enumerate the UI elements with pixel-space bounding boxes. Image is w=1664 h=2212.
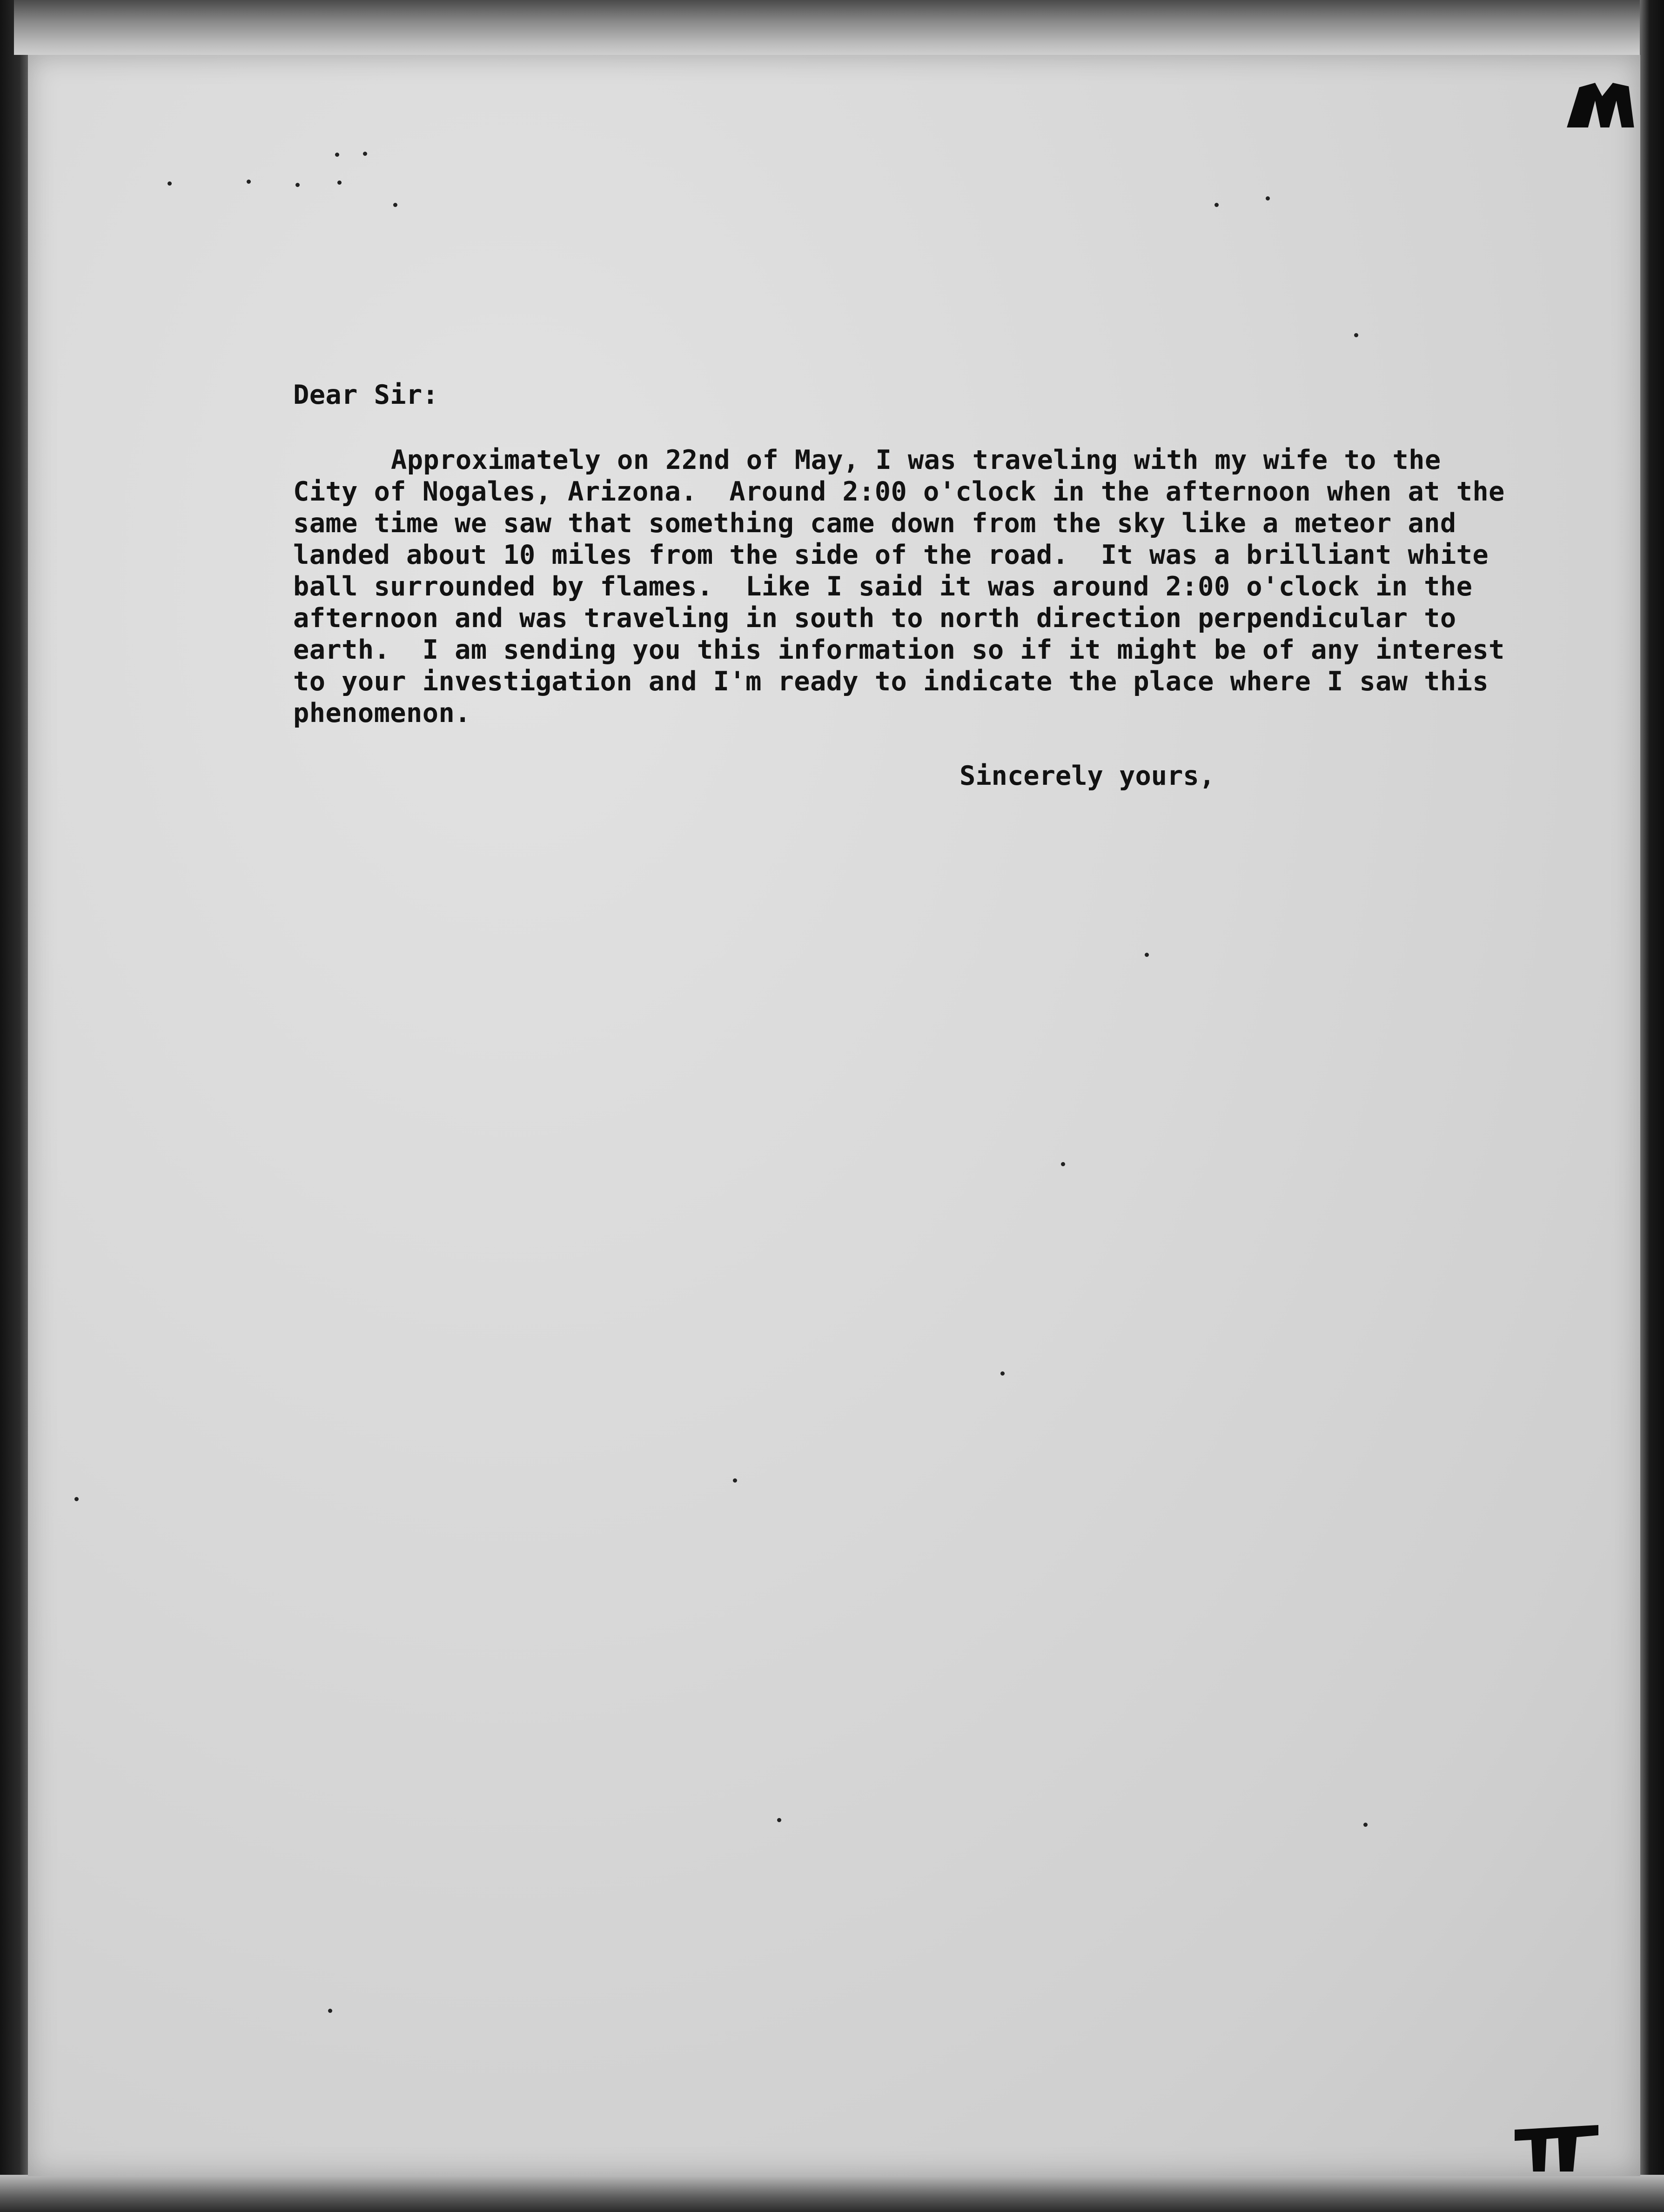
scan-border-top — [14, 0, 1664, 55]
letter-paragraph — [293, 444, 1550, 729]
paragraph-line: landed about 10 miles from the side of the road. It was a brilliant white — [293, 540, 1489, 570]
scan-border-bottom — [0, 2175, 1664, 2212]
paragraph-line: earth. I am sending you this information so if it might be of any interest — [293, 635, 1505, 665]
scan-border-left — [0, 0, 28, 2212]
letter-body — [293, 379, 1550, 729]
letter-sheet — [28, 55, 1640, 2176]
paragraph-line: to your investigation and I'm ready to indicate the place where I saw this — [293, 666, 1489, 697]
paragraph-line: phenomenon. — [293, 698, 471, 728]
scan-border-right — [1640, 0, 1664, 2212]
paragraph-line: City of Nogales, Arizona. Around 2:00 o'clock in the afternoon when at the — [293, 476, 1505, 507]
paragraph-line: ball surrounded by flames. Like I said it was around 2:00 o'clock in the — [293, 571, 1473, 602]
paragraph-line: afternoon and was traveling in south to north direction perpendicular to — [293, 603, 1456, 634]
salutation: Dear Sir: — [293, 380, 439, 410]
paragraph-line: Approximately on 22nd of May, I was traveling with my wife to the — [391, 445, 1441, 475]
closing: Sincerely yours, — [959, 761, 1215, 791]
paragraph-line: same time we saw that something came down from the sky like a meteor and — [293, 508, 1456, 539]
